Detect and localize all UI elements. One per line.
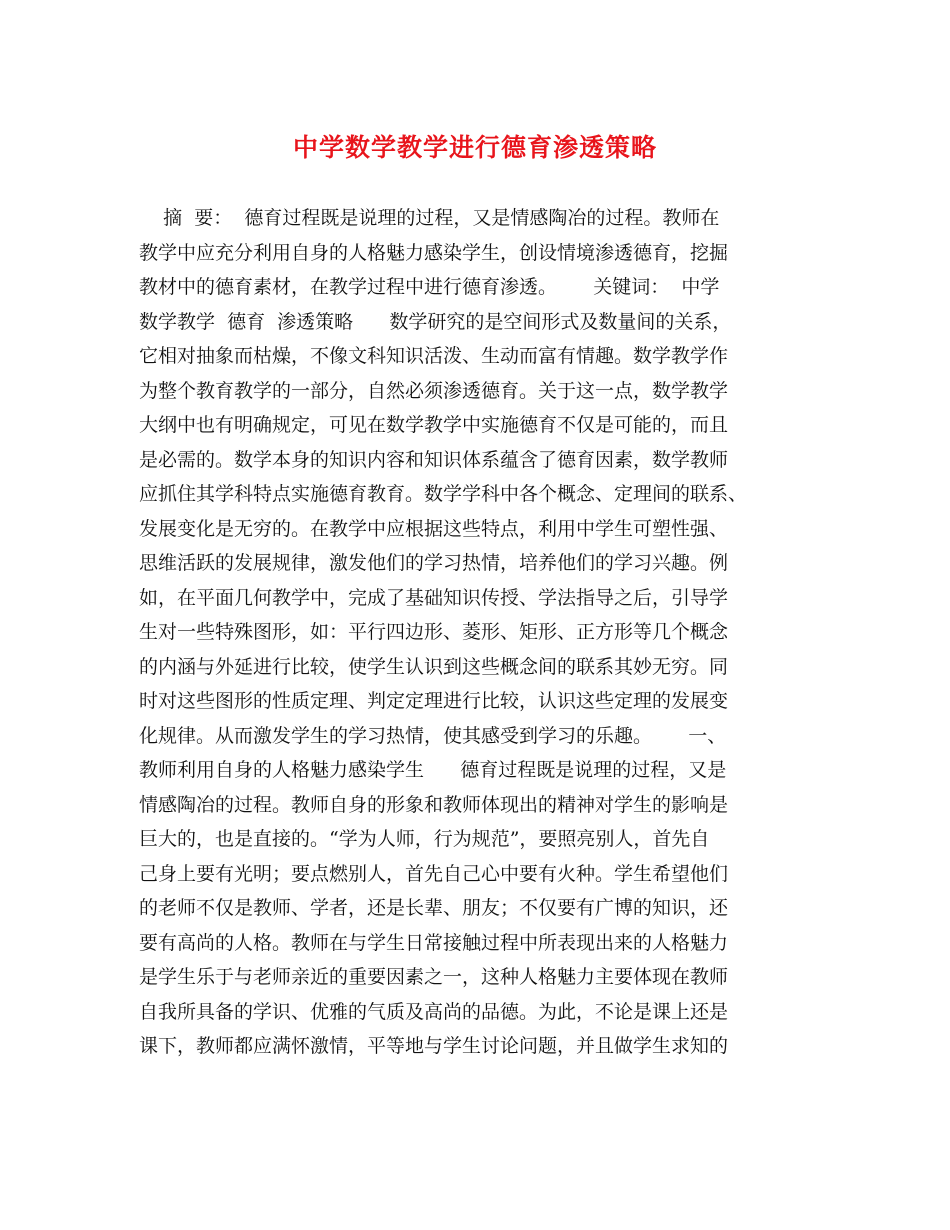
- body-line: 为整个教育教学的一部分，自然必须渗透德育。关于这一点，数学教学: [139, 379, 729, 402]
- body-line: 己身上要有光明；要点燃别人，首先自己心中要有火种。学生希望他们: [139, 862, 729, 885]
- body-line: 自我所具备的学识、优雅的气质及高尚的品德。为此，不论是课上还是: [139, 1000, 729, 1023]
- body-line: 教师利用自身的人格魅力感染学生 德育过程既是说理的过程，又是: [139, 759, 727, 781]
- body-line: 情感陶冶的过程。教师自身的形象和教师体现出的精神对学生的影响是: [139, 793, 729, 816]
- body-line: 生对一些特殊图形，如：平行四边形、菱形、矩形、正方形等几个概念: [139, 621, 729, 643]
- body-line: 化规律。从而激发学生的学习热情，使其感受到学习的乐趣。 一、: [139, 724, 727, 747]
- body-line: 摘 要： 德育过程既是说理的过程，又是情感陶冶的过程。教师在: [139, 207, 720, 229]
- body-line: 数学教学 德育 渗透策略 数学研究的是空间形式及数量间的关系，: [139, 310, 732, 333]
- body-line: 的老师不仅是教师、学者，还是长辈、朋友；不仅要有广博的知识，还: [139, 897, 729, 919]
- body-line: 时对这些图形的性质定理、判定定理进行比较，认识这些定理的发展变: [139, 690, 729, 712]
- body-line: 教学中应充分利用自身的人格魅力感染学生，创设情境渗透德育，挖掘: [139, 241, 729, 264]
- body-line: 巨大的，也是直接的。“学为人师，行为规范”，要照亮别人，首先自: [139, 828, 710, 850]
- document-title: 中学数学教学进行德育渗透策略: [292, 133, 657, 162]
- body-line: 要有高尚的人格。教师在与学生日常接触过程中所表现出来的人格魅力: [139, 931, 729, 954]
- body-line: 是学生乐于与老师亲近的重要因素之一，这种人格魅力主要体现在教师: [139, 966, 729, 988]
- body-line: 大纲中也有明确规定，可见在数学教学中实施德育不仅是可能的，而且: [139, 414, 729, 436]
- body-line: 应抓住其学科特点实施德育教育。数学学科中各个概念、定理间的联系、: [139, 483, 748, 505]
- body-line: 如，在平面几何教学中，完成了基础知识传授、学法指导之后，引导学: [139, 586, 729, 609]
- body-line: 发展变化是无穷的。在教学中应根据这些特点，利用中学生可塑性强、: [139, 517, 729, 540]
- body-line: 是必需的。数学本身的知识内容和知识体系蕴含了德育因素，数学教师: [139, 448, 729, 471]
- body-line: 课下，教师都应满怀激情，平等地与学生讨论问题，并且做学生求知的: [139, 1035, 729, 1057]
- body-line: 思维活跃的发展规律，激发他们的学习热情，培养他们的学习兴趣。例: [139, 552, 729, 574]
- document-body: [139, 201, 829, 1064]
- body-line: 它相对抽象而枯燥，不像文科知识活泼、生动而富有情趣。数学教学作: [139, 345, 729, 367]
- body-line: 的内涵与外延进行比较，使学生认识到这些概念间的联系其妙无穷。同: [139, 655, 729, 678]
- body-line: 教材中的德育素材，在教学过程中进行德育渗透。 关键词： 中学: [139, 276, 720, 298]
